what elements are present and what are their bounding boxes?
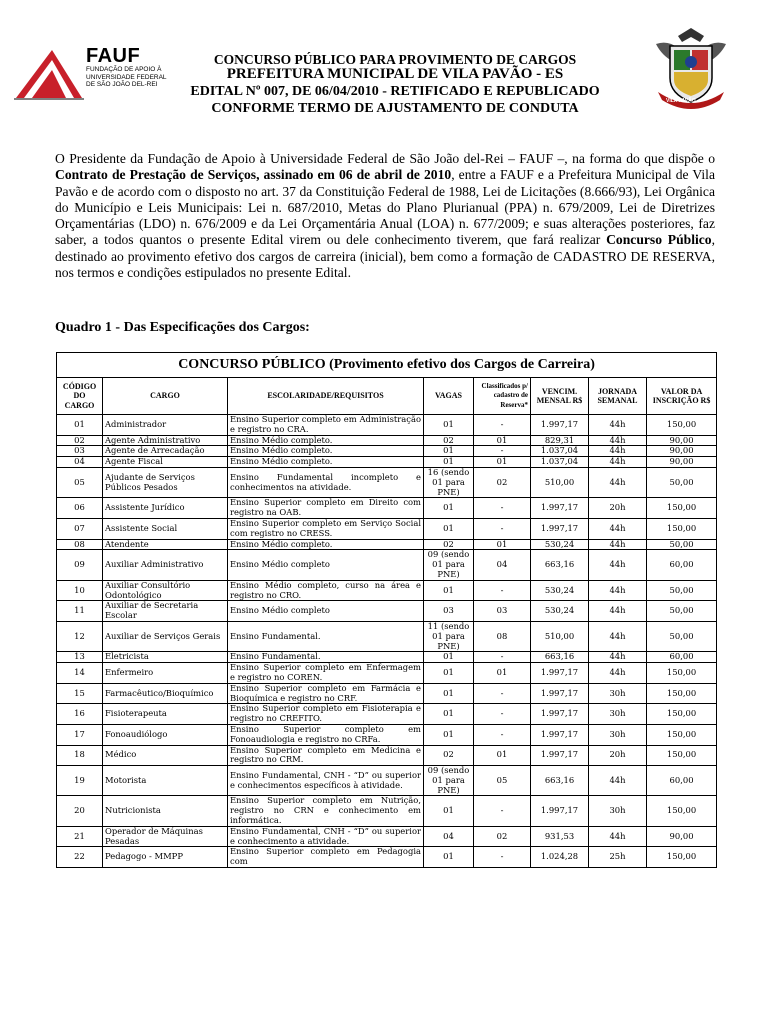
cell-cadastro: - <box>474 683 531 704</box>
logo-line-1: FUNDAÇÃO DE APOIO À <box>86 66 162 73</box>
cell-vencimento: 1.037,04 <box>531 446 589 457</box>
cell-jornada: 44h <box>589 435 647 446</box>
cell-cargo: Auxiliar de Serviços Gerais <box>103 621 228 651</box>
table-row <box>57 498 717 519</box>
table-row <box>57 435 717 446</box>
cell-cadastro: - <box>474 652 531 663</box>
title-line-2: PREFEITURA MUNICIPAL DE VILA PAVÃO - ES <box>226 66 564 82</box>
cell-escolaridade: Ensino Superior completo em Pedagogia com <box>228 847 424 868</box>
cell-vencimento: 1.024,28 <box>531 847 589 868</box>
intro-bold-2: Concurso Público <box>606 232 712 248</box>
cell-cargo: Agente Administrativo <box>103 435 228 446</box>
cell-escolaridade: Ensino Superior completo em Direito com registro na OAB. <box>228 498 424 519</box>
cell-vencimento: 1.997,17 <box>531 745 589 766</box>
table-row <box>57 826 717 847</box>
cell-cadastro: 01 <box>474 539 531 550</box>
cell-cargo: Farmacêutico/Bioquímico <box>103 683 228 704</box>
header-codigo: CÓDIGO DO CARGO <box>57 378 103 415</box>
cell-inscricao: 90,00 <box>647 446 717 457</box>
cell-codigo: 14 <box>57 663 103 684</box>
cell-escolaridade: Ensino Superior completo em Medicina e registro no CRM. <box>228 745 424 766</box>
logo-name: FAUF <box>86 45 141 67</box>
cell-jornada: 44h <box>589 621 647 651</box>
cell-vencimento: 1.997,17 <box>531 683 589 704</box>
cell-vagas: 16 (sendo 01 para PNE) <box>424 467 474 497</box>
cell-cadastro: 03 <box>474 601 531 622</box>
cell-codigo: 07 <box>57 518 103 539</box>
cell-jornada: 44h <box>589 580 647 601</box>
fauf-logo <box>14 45 167 100</box>
cell-codigo: 15 <box>57 683 103 704</box>
cell-cadastro: 01 <box>474 435 531 446</box>
cell-vencimento: 1.997,17 <box>531 724 589 745</box>
cell-inscricao: 60,00 <box>647 766 717 796</box>
table-row <box>57 580 717 601</box>
cell-escolaridade: Ensino Superior completo em Farmácia e Bioquímica e registro no CRF. <box>228 683 424 704</box>
cell-inscricao: 50,00 <box>647 467 717 497</box>
cell-vencimento: 663,16 <box>531 550 589 580</box>
table-caption: CONCURSO PÚBLICO (Provimento efetivo dos Cargos de Carreira) <box>57 353 717 378</box>
cell-cadastro: - <box>474 724 531 745</box>
cell-cargo: Motorista <box>103 766 228 796</box>
cell-cargo: Fonoaudiólogo <box>103 724 228 745</box>
cell-escolaridade: Ensino Fundamental, CNH - “D” ou superior e conhecimentos específicos à atividade. <box>228 766 424 796</box>
title-line-3: EDITAL Nº 007, DE 06/04/2010 - RETIFICADO E REPUBLICADO <box>190 84 600 99</box>
quadro-title: Quadro 1 - Das Especificações dos Cargos: <box>55 320 310 335</box>
table-row <box>57 796 717 826</box>
cell-vencimento: 663,16 <box>531 766 589 796</box>
cell-vagas: 09 (sendo 01 para PNE) <box>424 766 474 796</box>
cell-vagas: 01 <box>424 457 474 468</box>
cell-codigo: 09 <box>57 550 103 580</box>
cell-cargo: Auxiliar Administrativo <box>103 550 228 580</box>
cell-cadastro: 01 <box>474 745 531 766</box>
cell-cargo: Administrador <box>103 415 228 436</box>
cell-codigo: 13 <box>57 652 103 663</box>
table-row <box>57 847 717 868</box>
cell-cargo: Atendente <box>103 539 228 550</box>
cell-cargo: Enfermeiro <box>103 663 228 684</box>
table-row <box>57 652 717 663</box>
cell-codigo: 06 <box>57 498 103 519</box>
cell-jornada: 30h <box>589 796 647 826</box>
cell-vagas: 01 <box>424 796 474 826</box>
cell-codigo: 16 <box>57 704 103 725</box>
cell-escolaridade: Ensino Fundamental. <box>228 621 424 651</box>
cell-jornada: 25h <box>589 847 647 868</box>
cell-codigo: 05 <box>57 467 103 497</box>
cell-escolaridade: Ensino Médio completo. <box>228 435 424 446</box>
cell-jornada: 44h <box>589 652 647 663</box>
cell-cargo: Fisioterapeuta <box>103 704 228 725</box>
cell-inscricao: 90,00 <box>647 826 717 847</box>
cell-jornada: 30h <box>589 724 647 745</box>
cell-inscricao: 150,00 <box>647 745 717 766</box>
cell-jornada: 30h <box>589 683 647 704</box>
logo-line-3: DE SÃO JOÃO DEL-REI <box>86 81 158 88</box>
title-line-4: CONFORME TERMO DE AJUSTAMENTO DE CONDUTA <box>211 101 579 116</box>
cell-codigo: 20 <box>57 796 103 826</box>
table-header-row <box>57 378 717 415</box>
cell-vencimento: 1.997,17 <box>531 663 589 684</box>
cell-codigo: 19 <box>57 766 103 796</box>
cell-codigo: 21 <box>57 826 103 847</box>
cell-vencimento: 530,24 <box>531 601 589 622</box>
header-vencimento: VENCIM. MENSAL R$ <box>531 378 589 415</box>
table-row <box>57 457 717 468</box>
cell-inscricao: 90,00 <box>647 435 717 446</box>
table-row <box>57 745 717 766</box>
intro-text-1: O Presidente da Fundação de Apoio à Universidade Federal de São João del-Rei – FAUF –, na forma do que dispõe o <box>55 151 715 166</box>
cell-cadastro: 04 <box>474 550 531 580</box>
cell-codigo: 22 <box>57 847 103 868</box>
cell-escolaridade: Ensino Fundamental, CNH - “D” ou superior e conhecimento a atividade. <box>228 826 424 847</box>
cell-inscricao: 150,00 <box>647 796 717 826</box>
cell-jornada: 44h <box>589 826 647 847</box>
cell-vencimento: 1.997,17 <box>531 518 589 539</box>
cell-vagas: 01 <box>424 663 474 684</box>
cell-jornada: 20h <box>589 745 647 766</box>
table-row <box>57 663 717 684</box>
table-row <box>57 550 717 580</box>
cell-vagas: 02 <box>424 435 474 446</box>
cell-vagas: 01 <box>424 498 474 519</box>
cell-vencimento: 1.997,17 <box>531 796 589 826</box>
cell-codigo: 01 <box>57 415 103 436</box>
cell-vagas: 09 (sendo 01 para PNE) <box>424 550 474 580</box>
cell-vencimento: 510,00 <box>531 467 589 497</box>
cell-cargo: Operador de Máquinas Pesadas <box>103 826 228 847</box>
cell-codigo: 03 <box>57 446 103 457</box>
cell-inscricao: 60,00 <box>647 652 717 663</box>
cell-vencimento: 1.037,04 <box>531 457 589 468</box>
cell-codigo: 12 <box>57 621 103 651</box>
fauf-triangle-icon <box>14 46 84 100</box>
cell-inscricao: 150,00 <box>647 683 717 704</box>
cell-inscricao: 50,00 <box>647 580 717 601</box>
cell-vencimento: 530,24 <box>531 539 589 550</box>
cell-vagas: 01 <box>424 847 474 868</box>
intro-paragraph <box>55 151 715 281</box>
cell-escolaridade: Ensino Médio completo <box>228 550 424 580</box>
intro-text-3: , destinado ao provimento efetivo dos cargos de carreira (inicial), bem como a formação de CADASTRO DE RESERVA, nos termos e condições estipulados no presente Edital. <box>55 232 715 281</box>
table-row <box>57 704 717 725</box>
cell-inscricao: 150,00 <box>647 498 717 519</box>
table-body <box>57 415 717 868</box>
cell-cadastro: 08 <box>474 621 531 651</box>
cell-cargo: Pedagogo - MMPP <box>103 847 228 868</box>
cell-cadastro: - <box>474 847 531 868</box>
cell-vencimento: 829,31 <box>531 435 589 446</box>
cell-codigo: 18 <box>57 745 103 766</box>
table-row <box>57 621 717 651</box>
intro-text-2: , entre a FAUF e a Prefeitura Municipal de Vila Pavão e de acordo com o disposto no art. 37 da Constituição Federal de 1988, Lei de Licitações (8.666/93), Lei Orgânica do Município e Leis Municipais: Lei n. 687/2010, Metas do Plano Plurianual (PPA) n. 679/2009, Lei de Diretrizes Orçamentárias (LDO) n. 676/2009 e da Lei Orçamentária Anual (LOA) n. 677/2009; e suas alterações posteriores, faz saber, a todos quantos o presente Edital virem ou dele conhecimento tiverem, que fará realizar <box>55 167 715 248</box>
table-row <box>57 601 717 622</box>
cell-vagas: 03 <box>424 601 474 622</box>
table-row <box>57 683 717 704</box>
cell-inscricao: 50,00 <box>647 621 717 651</box>
cell-cadastro: - <box>474 446 531 457</box>
cell-inscricao: 150,00 <box>647 663 717 684</box>
crest-label: VILA PAVÃO <box>666 98 696 104</box>
cell-cadastro: - <box>474 704 531 725</box>
cell-inscricao: 150,00 <box>647 415 717 436</box>
cell-vencimento: 1.997,17 <box>531 704 589 725</box>
cell-jornada: 44h <box>589 415 647 436</box>
cell-escolaridade: Ensino Fundamental incompleto e conhecimentos na atividade. <box>228 467 424 497</box>
cell-codigo: 08 <box>57 539 103 550</box>
cell-inscricao: 150,00 <box>647 847 717 868</box>
cell-escolaridade: Ensino Médio completo. <box>228 539 424 550</box>
table-row <box>57 446 717 457</box>
cell-codigo: 10 <box>57 580 103 601</box>
table-row <box>57 518 717 539</box>
header-escolaridade: ESCOLARIDADE/REQUISITOS <box>228 378 424 415</box>
header-vagas: VAGAS <box>424 378 474 415</box>
header-cadastro: Classificados p/ cadastro de Reserva* <box>474 378 531 415</box>
cell-cadastro: 02 <box>474 467 531 497</box>
cell-escolaridade: Ensino Médio completo <box>228 601 424 622</box>
cell-escolaridade: Ensino Fundamental. <box>228 652 424 663</box>
municipal-crest <box>648 22 734 114</box>
cell-jornada: 20h <box>589 498 647 519</box>
intro-bold-1: Contrato de Prestação de Serviços, assinado em 06 de abril de 2010 <box>55 167 452 183</box>
cargos-table <box>56 352 717 868</box>
cell-vagas: 01 <box>424 446 474 457</box>
cell-inscricao: 50,00 <box>647 601 717 622</box>
cell-cadastro: - <box>474 580 531 601</box>
cell-cargo: Eletricista <box>103 652 228 663</box>
cell-vencimento: 1.997,17 <box>531 415 589 436</box>
cell-vagas: 01 <box>424 518 474 539</box>
cell-vagas: 01 <box>424 580 474 601</box>
cell-vencimento: 663,16 <box>531 652 589 663</box>
cell-cadastro: - <box>474 518 531 539</box>
cell-cargo: Assistente Jurídico <box>103 498 228 519</box>
cell-cargo: Agente de Arrecadação <box>103 446 228 457</box>
cell-cadastro: 05 <box>474 766 531 796</box>
cell-inscricao: 50,00 <box>647 539 717 550</box>
cell-vagas: 04 <box>424 826 474 847</box>
cell-escolaridade: Ensino Superior completo em Serviço Social com registro no CRESS. <box>228 518 424 539</box>
header-jornada: JORNADA SEMANAL <box>589 378 647 415</box>
cell-escolaridade: Ensino Superior completo em Fonoaudiologia e registro no CRFa. <box>228 724 424 745</box>
cell-cargo: Auxiliar de Secretaria Escolar <box>103 601 228 622</box>
cell-jornada: 44h <box>589 457 647 468</box>
cell-vencimento: 1.997,17 <box>531 498 589 519</box>
cell-jornada: 44h <box>589 766 647 796</box>
cell-cargo: Médico <box>103 745 228 766</box>
cell-vencimento: 510,00 <box>531 621 589 651</box>
cell-inscricao: 150,00 <box>647 518 717 539</box>
cell-jornada: 44h <box>589 467 647 497</box>
cell-escolaridade: Ensino Superior completo em Nutrição, registro no CRN e conhecimento em informática. <box>228 796 424 826</box>
cell-escolaridade: Ensino Superior completo em Enfermagem e registro no COREN. <box>228 663 424 684</box>
cell-cadastro: - <box>474 415 531 436</box>
header-inscricao: VALOR DA INSCRIÇÃO R$ <box>647 378 717 415</box>
cell-vencimento: 530,24 <box>531 580 589 601</box>
cell-jornada: 30h <box>589 704 647 725</box>
cell-vagas: 01 <box>424 724 474 745</box>
header-cargo: CARGO <box>103 378 228 415</box>
cell-jornada: 44h <box>589 601 647 622</box>
cell-cargo: Ajudante de Serviços Públicos Pesados <box>103 467 228 497</box>
table-row <box>57 467 717 497</box>
cell-escolaridade: Ensino Médio completo. <box>228 457 424 468</box>
cell-codigo: 17 <box>57 724 103 745</box>
cell-cadastro: 02 <box>474 826 531 847</box>
cell-vagas: 01 <box>424 683 474 704</box>
cell-escolaridade: Ensino Médio completo. <box>228 446 424 457</box>
cell-cadastro: 01 <box>474 663 531 684</box>
cell-cargo: Assistente Social <box>103 518 228 539</box>
cell-inscricao: 150,00 <box>647 704 717 725</box>
table-row <box>57 539 717 550</box>
cell-cargo: Auxiliar Consultório Odontológico <box>103 580 228 601</box>
cell-vagas: 11 (sendo 01 para PNE) <box>424 621 474 651</box>
table-row <box>57 724 717 745</box>
cell-cadastro: 01 <box>474 457 531 468</box>
cell-inscricao: 150,00 <box>647 724 717 745</box>
cell-codigo: 11 <box>57 601 103 622</box>
cell-escolaridade: Ensino Superior completo em Fisioterapia e registro no CREFITO. <box>228 704 424 725</box>
cell-cadastro: - <box>474 498 531 519</box>
cell-jornada: 44h <box>589 539 647 550</box>
cell-jornada: 44h <box>589 446 647 457</box>
cell-jornada: 44h <box>589 550 647 580</box>
cell-inscricao: 90,00 <box>647 457 717 468</box>
logo-line-2: UNIVERSIDADE FEDERAL <box>86 73 167 81</box>
cell-escolaridade: Ensino Superior completo em Administração e registro no CRA. <box>228 415 424 436</box>
cell-codigo: 04 <box>57 457 103 468</box>
cell-vagas: 01 <box>424 652 474 663</box>
table-row <box>57 415 717 436</box>
cell-jornada: 44h <box>589 663 647 684</box>
document-header <box>0 0 770 140</box>
title-line-1: CONCURSO PÚBLICO PARA PROVIMENTO DE CARGOS <box>213 52 577 67</box>
cell-vagas: 02 <box>424 745 474 766</box>
cell-cargo: Nutricionista <box>103 796 228 826</box>
cell-vencimento: 931,53 <box>531 826 589 847</box>
cell-vagas: 01 <box>424 704 474 725</box>
cell-cadastro: - <box>474 796 531 826</box>
cell-escolaridade: Ensino Médio completo, curso na área e registro no CRO. <box>228 580 424 601</box>
cell-vagas: 02 <box>424 539 474 550</box>
cell-vagas: 01 <box>424 415 474 436</box>
cell-inscricao: 60,00 <box>647 550 717 580</box>
cell-codigo: 02 <box>57 435 103 446</box>
table-row <box>57 766 717 796</box>
cell-jornada: 44h <box>589 518 647 539</box>
cell-cargo: Agente Fiscal <box>103 457 228 468</box>
